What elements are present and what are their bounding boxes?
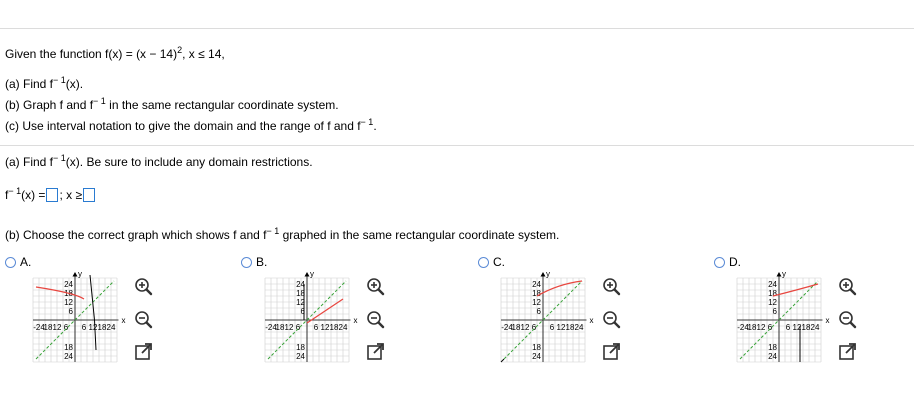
x-tick-label: 12 [792,323,802,332]
x-axis-label: x [121,316,126,325]
x-tick-label: 12 [284,323,294,332]
inverse-expression-input[interactable] [46,188,58,202]
inverse-curve [501,359,504,362]
y-axis-label: y [782,269,786,279]
question-a-sup: − 1 [53,153,66,163]
x-tick-label: -24 [265,323,277,332]
y-tick-label: 18 [768,343,777,352]
graph-d [732,268,830,378]
x-tick-label: 18 [747,323,757,332]
y-tick-label: 18 [532,289,541,298]
zoom-out-icon[interactable] [366,310,385,329]
y-tick-label: 24 [64,280,73,289]
option-d-radio[interactable] [714,257,725,268]
question-a-text: (a) Find f [5,155,54,169]
x-axis-label: x [825,316,830,325]
option-a-radio[interactable] [5,257,16,268]
option-b-radio[interactable] [241,257,252,268]
mid-divider [0,145,914,146]
x-tick-label: -24 [501,323,513,332]
y-tick-label: 24 [768,352,777,361]
x-tick-label: 18 [329,323,339,332]
y-tick-label: 6 [772,307,777,316]
x-tick-label: 6 [295,323,301,332]
x-tick-label: 12 [556,323,566,332]
part-a-line [5,77,83,91]
y-axis-arrow [777,272,782,277]
y-tick-label: 24 [296,352,305,361]
question-a [5,155,313,169]
y-tick-label: 12 [296,298,305,307]
popout-icon[interactable] [602,342,621,361]
option-d-label: D. [729,255,741,269]
x-tick-label: 6 [313,323,319,332]
zoom-in-icon[interactable] [366,277,385,296]
option-b[interactable] [241,255,267,269]
x-tick-label: 24 [338,323,348,332]
y-axis-label: y [78,269,82,279]
x-tick-label: 18 [801,323,811,332]
x-tick-label: 18 [97,323,107,332]
x-tick-label: 6 [549,323,555,332]
x-tick-label: 6 [531,323,537,332]
intro-line [5,47,225,61]
part-a-sup: − 1 [53,75,66,85]
y-tick-label: 6 [536,307,541,316]
function-curve [537,281,582,296]
intro-text: Given the function f(x) = (x − 14) [5,47,178,61]
y-axis-arrow [73,272,78,277]
y-axis-label: y [310,269,314,279]
part-a-text: (a) Find f [5,77,54,91]
x-tick-label: 6 [767,323,773,332]
y-tick-label: 24 [532,352,541,361]
answer-a-line [5,188,96,202]
top-divider [0,28,914,29]
option-c-radio[interactable] [478,257,489,268]
y-tick-label: 24 [296,280,305,289]
question-b-post: graphed in the same rectangular coordinate system. [279,228,560,242]
question-b-sup: − 1 [266,226,280,236]
y-tick-label: 18 [768,289,777,298]
y-tick-label: 24 [64,352,73,361]
question-a-post: (x). Be sure to include any domain restrictions. [65,155,313,169]
question-b [5,228,559,242]
option-d[interactable] [714,255,741,269]
x-axis-label: x [353,316,358,325]
part-b-line [5,98,339,112]
y-tick-label: 18 [64,343,73,352]
x-tick-label: 18 [511,323,521,332]
x-tick-label: 18 [275,323,285,332]
graph-a [28,268,126,378]
domain-restriction-input[interactable] [83,188,95,202]
y-axis-arrow [305,272,310,277]
function-curve [36,287,84,299]
graph-b [260,268,358,378]
zoom-in-icon[interactable] [602,277,621,296]
y-tick-label: 6 [68,307,73,316]
x-tick-label: 6 [81,323,87,332]
x-tick-label: 18 [43,323,53,332]
y-tick-label: 18 [296,343,305,352]
option-b-label: B. [256,255,268,269]
x-tick-label: 6 [785,323,791,332]
x-tick-label: 24 [810,323,820,332]
x-tick-label: 6 [63,323,69,332]
x-tick-label: -24 [33,323,45,332]
answer-lhs: f [5,188,9,202]
zoom-in-icon[interactable] [134,277,153,296]
x-tick-label: 12 [320,323,330,332]
popout-icon[interactable] [134,342,153,361]
y-tick-label: 18 [64,289,73,298]
option-a-label: A. [20,255,32,269]
x-axis-label: x [589,316,594,325]
graph-c [496,268,594,378]
y-tick-label: 24 [532,280,541,289]
y-tick-label: 12 [532,298,541,307]
option-c[interactable] [478,255,505,269]
part-a-post: (x). [65,77,84,91]
popout-icon[interactable] [838,342,857,361]
zoom-out-icon[interactable] [602,310,621,329]
question-b-text: (b) Choose the correct graph which shows f and f [5,228,267,242]
x-tick-label: 24 [106,323,116,332]
option-a[interactable] [5,255,31,269]
x-tick-label: 12 [520,323,530,332]
y-axis-label: y [546,269,550,279]
y-tick-label: 18 [532,343,541,352]
y-tick-label: 12 [64,298,73,307]
part-c-sup: − 1 [360,117,374,127]
x-tick-label: 12 [88,323,98,332]
part-b-sup: − 1 [93,96,106,106]
x-tick-label: 18 [565,323,575,332]
zoom-out-icon[interactable] [134,310,153,329]
x-tick-label: 12 [756,323,766,332]
domain-restriction-label: ; x ≥ [59,188,83,202]
answer-lhs-sup: − 1 [8,186,22,196]
intro-domain: , x ≤ 14, [182,47,225,61]
part-c-post: . [373,119,377,133]
y-tick-label: 18 [296,289,305,298]
zoom-out-icon[interactable] [838,310,857,329]
part-c-text: (c) Use interval notation to give the domain and the range of f and f [5,119,361,133]
part-c-line [5,119,377,133]
x-tick-label: 12 [52,323,62,332]
y-tick-label: 6 [300,307,305,316]
x-tick-label: 24 [574,323,584,332]
popout-icon[interactable] [366,342,385,361]
part-b-post: in the same rectangular coordinate system. [105,98,339,112]
zoom-in-icon[interactable] [838,277,857,296]
intro-exponent: 2 [177,45,183,55]
y-tick-label: 24 [768,280,777,289]
part-b-text: (b) Graph f and f [5,98,94,112]
answer-lhs-post: (x) = [21,188,46,202]
y-axis-arrow [541,272,546,277]
option-c-label: C. [493,255,505,269]
x-tick-label: -24 [737,323,749,332]
y-tick-label: 12 [768,298,777,307]
